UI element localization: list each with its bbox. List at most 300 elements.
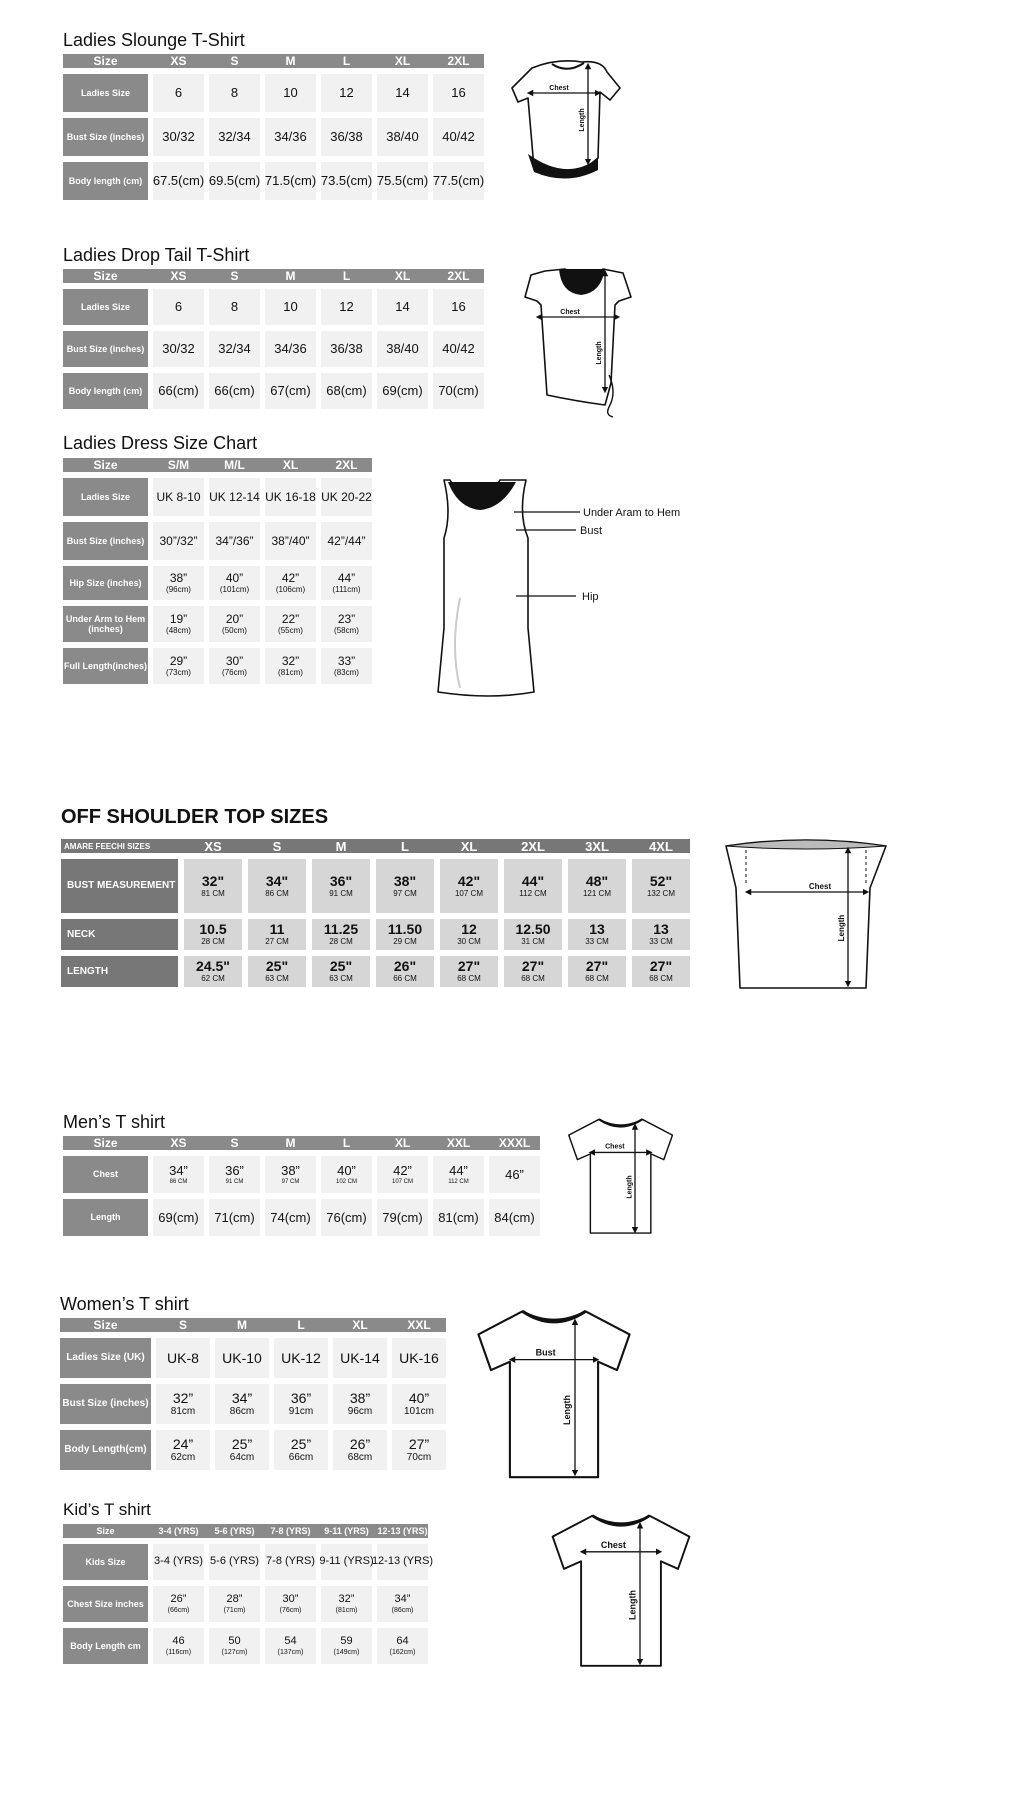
offshoulder-cell — [440, 919, 498, 950]
slounge-cell — [153, 118, 204, 156]
cell-value: UK 12-14 — [209, 489, 260, 504]
cell-value: 20” — [225, 612, 244, 626]
kids-cell — [153, 1544, 204, 1580]
cell-subvalue: (50cm) — [222, 625, 247, 635]
dress-cell — [265, 566, 316, 600]
offshoulder-row-label: NECK — [61, 919, 178, 950]
cell-value: 16 — [451, 299, 466, 315]
kids-cell — [265, 1586, 316, 1622]
kids-cell — [377, 1628, 428, 1664]
mens-cell — [321, 1156, 372, 1193]
cell-value: 10 — [283, 299, 298, 315]
cell-value: 26” — [170, 1593, 187, 1606]
droptail-row-label: Bust Size (inches) — [63, 331, 148, 367]
cell-value: 12-13 (YRS) — [371, 1555, 434, 1568]
offshoulder-cell — [312, 859, 370, 913]
cell-subvalue: 132 CM — [646, 888, 675, 898]
cell-value: 24.5" — [196, 958, 230, 975]
dress-cell — [153, 478, 204, 516]
offshoulder-cell — [632, 859, 690, 913]
dress-row-label: Bust Size (inches) — [63, 522, 148, 560]
cell-value: 5-6 (YRS) — [210, 1555, 259, 1568]
kids-tshirt-icon — [545, 1510, 697, 1672]
cell-value: UK 16-18 — [265, 489, 316, 504]
dress-cell — [209, 606, 260, 642]
dress-cell — [153, 648, 204, 684]
womens-cell — [274, 1384, 328, 1424]
cell-value: 30”/32” — [159, 533, 198, 548]
mens-tshirt-icon — [563, 1115, 678, 1237]
droptail-size-header: 2XL — [447, 269, 470, 283]
cell-subvalue: 86cm — [229, 1405, 255, 1417]
kids-size-header: 3-4 (YRS) — [158, 1526, 199, 1536]
cell-value: 69.5(cm) — [208, 173, 261, 189]
cell-value: 30/32 — [162, 341, 195, 357]
cell-value: 6 — [174, 299, 183, 315]
cell-value: 14 — [395, 85, 410, 101]
dress-cell — [209, 522, 260, 560]
slounge-cell — [433, 162, 484, 200]
cell-subvalue: 33 CM — [649, 937, 673, 947]
kids-size-header: 7-8 (YRS) — [270, 1526, 311, 1536]
cell-subvalue: 31 CM — [521, 937, 545, 947]
slounge-size-header: XS — [170, 54, 187, 68]
womens-cell — [274, 1338, 328, 1378]
cell-value: 50 — [228, 1635, 241, 1648]
cell-value: 24” — [172, 1435, 194, 1452]
womens-cell — [392, 1430, 446, 1470]
offshoulder-row-label: BUST MEASUREMENT — [61, 859, 178, 913]
droptail-cell — [265, 289, 316, 325]
cell-value: 38” — [281, 1163, 300, 1179]
cell-subvalue: (101cm) — [219, 584, 250, 594]
cell-value: 74(cm) — [270, 1209, 311, 1225]
slounge-title: Ladies Slounge T-Shirt — [63, 30, 245, 50]
cell-subvalue: (83cm) — [334, 667, 359, 677]
cell-value: 40/42 — [442, 129, 475, 145]
mens-cell — [433, 1156, 484, 1193]
womens-size-header: L — [297, 1318, 305, 1332]
cell-subvalue: 107 CM — [454, 888, 483, 898]
slounge-size-header: XL — [394, 54, 411, 68]
offshoulder-size-header: 4XL — [649, 838, 673, 854]
cell-subvalue: 96cm — [347, 1405, 373, 1417]
dress-row-label: Under Arm to Hem (inches) — [63, 606, 148, 642]
dress-cell — [321, 522, 372, 560]
cell-subvalue: 68cm — [347, 1451, 373, 1463]
dress-cell — [321, 648, 372, 684]
womens-cell — [333, 1338, 387, 1378]
cell-value: 16 — [451, 85, 466, 101]
cell-subvalue: 91 CM — [225, 1178, 244, 1185]
offshoulder-cell — [504, 919, 562, 950]
cell-value: 52" — [649, 872, 673, 889]
womens-cell — [156, 1430, 210, 1470]
kids-cell — [321, 1586, 372, 1622]
cell-subvalue: (96cm) — [166, 584, 191, 594]
cell-subvalue: 68 CM — [457, 974, 481, 984]
offshoulder-cell — [568, 956, 626, 987]
cell-subvalue: (76cm) — [222, 667, 247, 677]
cell-value: 11.25 — [323, 921, 359, 938]
cell-value: 29” — [169, 654, 188, 668]
cell-value: 12.50 — [515, 921, 551, 938]
cell-value: 23” — [337, 612, 356, 626]
cell-subvalue: (73cm) — [166, 667, 191, 677]
cell-value: 64 — [396, 1635, 409, 1648]
cell-value: 10 — [283, 85, 298, 101]
cell-value: 25” — [231, 1435, 253, 1452]
cell-value: 67.5(cm) — [152, 173, 205, 189]
kids-size-header: 12-13 (YRS) — [377, 1526, 428, 1536]
mens-size-header: L — [342, 1136, 351, 1150]
offshoulder-corner-label: AMARE FEECHI SIZES — [64, 841, 151, 851]
cell-subvalue: 81cm — [170, 1405, 196, 1417]
offshoulder-cell — [312, 956, 370, 987]
cell-value: 38/40 — [386, 129, 419, 145]
cell-value: 26” — [349, 1435, 371, 1452]
cell-value: 7-8 (YRS) — [266, 1555, 315, 1568]
offshoulder-cell — [248, 919, 306, 950]
kids-size-header: 5-6 (YRS) — [214, 1526, 255, 1536]
womens-corner-label: Size — [93, 1318, 118, 1332]
droptail-cell — [377, 331, 428, 367]
droptail-size-header: L — [342, 269, 351, 283]
diagram-label-length: Length — [579, 108, 586, 132]
cell-value: 34/36 — [274, 129, 307, 145]
diagram-label-hip: Hip — [582, 591, 599, 603]
cell-value: 30” — [282, 1593, 299, 1606]
droptail-cell — [377, 289, 428, 325]
cell-value: 46 — [172, 1635, 185, 1648]
womens-size-header: M — [237, 1318, 247, 1332]
cell-value: 8 — [230, 85, 239, 101]
offshoulder-cell — [184, 919, 242, 950]
kids-cell — [153, 1628, 204, 1664]
cell-subvalue: (137cm) — [277, 1648, 304, 1656]
diagram-label-length: Length — [596, 341, 603, 365]
droptail-cell — [153, 373, 204, 409]
womens-tshirt-icon — [470, 1305, 638, 1484]
cell-subvalue: (55cm) — [278, 625, 303, 635]
cell-value: 9-11 (YRS) — [319, 1555, 374, 1568]
offshoulder-cell — [504, 859, 562, 913]
cell-value: UK 8-10 — [156, 489, 201, 504]
diagram-label-length: Length — [627, 1590, 638, 1620]
mens-cell — [209, 1199, 260, 1236]
cell-subvalue: (106cm) — [275, 584, 306, 594]
cell-value: 30/32 — [162, 129, 195, 145]
cell-value: 32/34 — [218, 129, 251, 145]
cell-value: 66(cm) — [214, 383, 255, 399]
dress-row-label: Ladies Size — [63, 478, 148, 516]
cell-value: 44” — [337, 571, 356, 585]
dress-corner-label: Size — [93, 458, 118, 472]
cell-value: 36” — [225, 1163, 244, 1179]
droptail-size-header: XL — [394, 269, 411, 283]
cell-value: 46” — [505, 1166, 524, 1182]
offshoulder-cell — [376, 956, 434, 987]
cell-value: 27” — [408, 1435, 430, 1452]
cell-value: UK-8 — [167, 1349, 199, 1366]
cell-subvalue: 112 CM — [448, 1178, 469, 1185]
cell-value: 27" — [457, 958, 481, 975]
womens-size-header: XL — [352, 1318, 368, 1332]
cell-value: UK 20-22 — [321, 489, 372, 504]
diagram-label-bust: Bust — [535, 1347, 556, 1358]
cell-value: 12 — [339, 85, 354, 101]
womens-title: Women’s T shirt — [60, 1294, 189, 1314]
cell-value: UK-16 — [399, 1349, 439, 1366]
diagram-label-chest: Chest — [808, 882, 832, 891]
diagram-label-length: Length — [626, 1175, 634, 1199]
cell-value: 13 — [589, 921, 605, 938]
slounge-cell — [265, 74, 316, 112]
slounge-size-header: 2XL — [447, 54, 470, 68]
mens-cell — [321, 1199, 372, 1236]
cell-value: 22” — [281, 612, 300, 626]
slounge-cell — [209, 74, 260, 112]
womens-row-label: Bust Size (inches) — [60, 1384, 151, 1424]
cell-value: 36” — [290, 1389, 312, 1406]
slounge-cell — [321, 162, 372, 200]
slounge-cell — [321, 118, 372, 156]
cell-value: 59 — [340, 1635, 353, 1648]
cell-value: UK-10 — [222, 1349, 262, 1366]
offshoulder-cell — [376, 919, 434, 950]
cell-subvalue: 62cm — [170, 1451, 196, 1463]
slounge-cell — [209, 118, 260, 156]
offshoulder-size-header: M — [335, 838, 347, 854]
cell-subvalue: 66cm — [288, 1451, 314, 1463]
kids-cell — [377, 1586, 428, 1622]
cell-value: 27" — [585, 958, 609, 975]
cell-value: 34”/36” — [215, 533, 254, 548]
cell-subvalue: 68 CM — [521, 974, 545, 984]
cell-value: 32” — [281, 654, 300, 668]
kids-title: Kid’s T shirt — [63, 1500, 151, 1519]
cell-subvalue: 102 CM — [335, 1178, 357, 1185]
slounge-cell — [265, 162, 316, 200]
droptail-cell — [153, 289, 204, 325]
mens-size-header: XL — [394, 1136, 411, 1150]
droptail-cell — [321, 331, 372, 367]
cell-subvalue: 91 CM — [329, 888, 353, 898]
slounge-cell — [153, 74, 204, 112]
womens-cell — [156, 1338, 210, 1378]
cell-subvalue: (162cm) — [389, 1648, 416, 1656]
cell-subvalue: 86 CM — [265, 888, 289, 898]
dress-size-header: M/L — [224, 458, 245, 472]
kids-cell — [209, 1628, 260, 1664]
slounge-row-label: Bust Size (inches) — [63, 118, 148, 156]
cell-subvalue: (76cm) — [279, 1606, 302, 1614]
dress-icon — [430, 478, 690, 703]
cell-value: 38” — [169, 571, 188, 585]
diagram-label-length: Length — [837, 914, 846, 942]
offshoulder-row-label: LENGTH — [61, 956, 178, 987]
slounge-cell — [209, 162, 260, 200]
slounge-size-header: L — [342, 54, 351, 68]
cell-value: 12 — [339, 299, 354, 315]
tshirt-icon — [512, 58, 627, 188]
cell-value: 66(cm) — [158, 383, 199, 399]
droptail-cell — [321, 289, 372, 325]
cell-subvalue: 68 CM — [585, 974, 609, 984]
cell-value: 76(cm) — [326, 1209, 367, 1225]
droptail-cell — [209, 331, 260, 367]
cell-subvalue: (58cm) — [334, 625, 359, 635]
offshoulder-size-header: 2XL — [521, 838, 545, 854]
cell-value: 54 — [284, 1635, 297, 1648]
offshoulder-cell — [440, 859, 498, 913]
cell-value: 11 — [269, 921, 285, 938]
cell-value: 79(cm) — [382, 1209, 423, 1225]
slounge-cell — [321, 74, 372, 112]
cell-value: 33” — [337, 654, 356, 668]
kids-cell — [209, 1544, 260, 1580]
cell-value: 40/42 — [442, 341, 475, 357]
cell-value: 42” — [393, 1163, 412, 1179]
dress-cell — [321, 606, 372, 642]
slounge-cell — [377, 74, 428, 112]
cell-subvalue: 86 CM — [169, 1178, 188, 1185]
droptail-cell — [153, 331, 204, 367]
cell-value: 40” — [408, 1389, 430, 1406]
diagram-label-chest: Chest — [605, 1143, 625, 1151]
womens-cell — [274, 1430, 328, 1470]
cell-subvalue: 91cm — [288, 1405, 314, 1417]
cell-subvalue: (66cm) — [167, 1606, 190, 1614]
cell-value: 38” — [349, 1389, 371, 1406]
droptail-cell — [433, 373, 484, 409]
droptail-cell — [209, 289, 260, 325]
diagram-label-under-arm: Under Aram to Hem — [583, 507, 681, 519]
kids-cell — [321, 1544, 372, 1580]
cell-subvalue: 107 CM — [391, 1178, 413, 1185]
cell-subvalue: 28 CM — [329, 937, 353, 947]
cell-value: 40” — [337, 1163, 356, 1179]
cell-value: 42" — [457, 872, 481, 889]
cell-value: 34" — [265, 872, 289, 889]
cell-subvalue: 97 CM — [393, 888, 417, 898]
cell-subvalue: (116cm) — [165, 1648, 192, 1656]
cell-value: 28” — [226, 1593, 243, 1606]
cell-value: 38/40 — [386, 341, 419, 357]
womens-cell — [392, 1384, 446, 1424]
cell-value: 48" — [585, 872, 609, 889]
slounge-row-label: Body length (cm) — [63, 162, 148, 200]
cell-value: 32” — [172, 1389, 194, 1406]
womens-cell — [333, 1430, 387, 1470]
dress-title: Ladies Dress Size Chart — [63, 433, 258, 453]
cell-value: 67(cm) — [270, 383, 311, 399]
offshoulder-title: OFF SHOULDER TOP SIZES — [61, 806, 329, 828]
slounge-cell — [153, 162, 204, 200]
diagram-label-chest: Chest — [549, 85, 569, 92]
mens-cell — [489, 1156, 540, 1193]
cell-subvalue: 68 CM — [649, 974, 673, 984]
mens-cell — [377, 1199, 428, 1236]
cell-value: 71.5(cm) — [264, 173, 317, 189]
off-shoulder-top-icon — [722, 838, 892, 998]
kids-cell — [371, 1544, 434, 1580]
womens-size-header: XXL — [407, 1318, 431, 1332]
offshoulder-cell — [440, 956, 498, 987]
droptail-cell — [209, 373, 260, 409]
cell-subvalue: (86cm) — [391, 1606, 414, 1614]
dress-cell — [209, 648, 260, 684]
offshoulder-cell — [248, 859, 306, 913]
cell-value: 13 — [653, 921, 669, 938]
kids-cell — [209, 1586, 260, 1622]
mens-cell — [265, 1199, 316, 1236]
cell-value: 34” — [169, 1163, 188, 1179]
cell-value: 32” — [338, 1593, 355, 1606]
cell-value: 81(cm) — [438, 1209, 479, 1225]
cell-value: 69(cm) — [382, 383, 423, 399]
mens-corner-label: Size — [93, 1136, 118, 1150]
cell-value: 44" — [521, 872, 545, 889]
cell-subvalue: 62 CM — [201, 974, 225, 984]
droptail-cell — [321, 373, 372, 409]
cell-subvalue: (127cm) — [221, 1648, 248, 1656]
dress-cell — [209, 478, 260, 516]
offshoulder-cell — [184, 956, 242, 987]
cell-value: 42”/44” — [327, 533, 366, 548]
slounge-cell — [433, 118, 484, 156]
cell-value: 27" — [649, 958, 673, 975]
womens-size-header: S — [178, 1318, 187, 1332]
mens-size-header: XXL — [446, 1136, 471, 1150]
offshoulder-size-header: 3XL — [585, 838, 609, 854]
cell-value: 10.5 — [199, 921, 227, 938]
cell-subvalue: (149cm) — [333, 1648, 360, 1656]
cell-value: 25" — [265, 958, 289, 975]
womens-cell — [215, 1338, 269, 1378]
droptail-cell — [265, 373, 316, 409]
cell-subvalue: 27 CM — [265, 937, 289, 947]
womens-cell — [215, 1430, 269, 1470]
mens-cell — [433, 1199, 484, 1236]
cell-value: 84(cm) — [494, 1209, 535, 1225]
cell-value: 40” — [225, 571, 244, 585]
cell-value: 34” — [394, 1593, 411, 1606]
dress-cell — [265, 522, 316, 560]
cell-subvalue: 66 CM — [393, 974, 417, 984]
dress-row-label: Full Length(inches) — [63, 648, 148, 684]
slounge-size-header: M — [285, 54, 296, 68]
mens-row-label: Chest — [63, 1156, 148, 1193]
droptail-cell — [433, 331, 484, 367]
dress-size-header: XL — [282, 458, 299, 472]
cell-value: 44” — [449, 1163, 468, 1179]
cell-value: 38”/40” — [271, 533, 310, 548]
cell-subvalue: (81cm) — [335, 1606, 358, 1614]
cell-value: 73.5(cm) — [320, 173, 373, 189]
cell-subvalue: (111cm) — [332, 584, 361, 594]
cell-value: 34” — [231, 1389, 253, 1406]
mens-cell — [489, 1199, 540, 1236]
droptail-row-label: Ladies Size — [63, 289, 148, 325]
slounge-cell — [377, 162, 428, 200]
womens-row-label: Ladies Size (UK) — [60, 1338, 151, 1378]
cell-value: 32/34 — [218, 341, 251, 357]
offshoulder-size-header: S — [272, 838, 282, 854]
cell-value: 34/36 — [274, 341, 307, 357]
cell-value: 12 — [461, 921, 477, 938]
womens-row-label: Body Length(cm) — [60, 1430, 151, 1470]
